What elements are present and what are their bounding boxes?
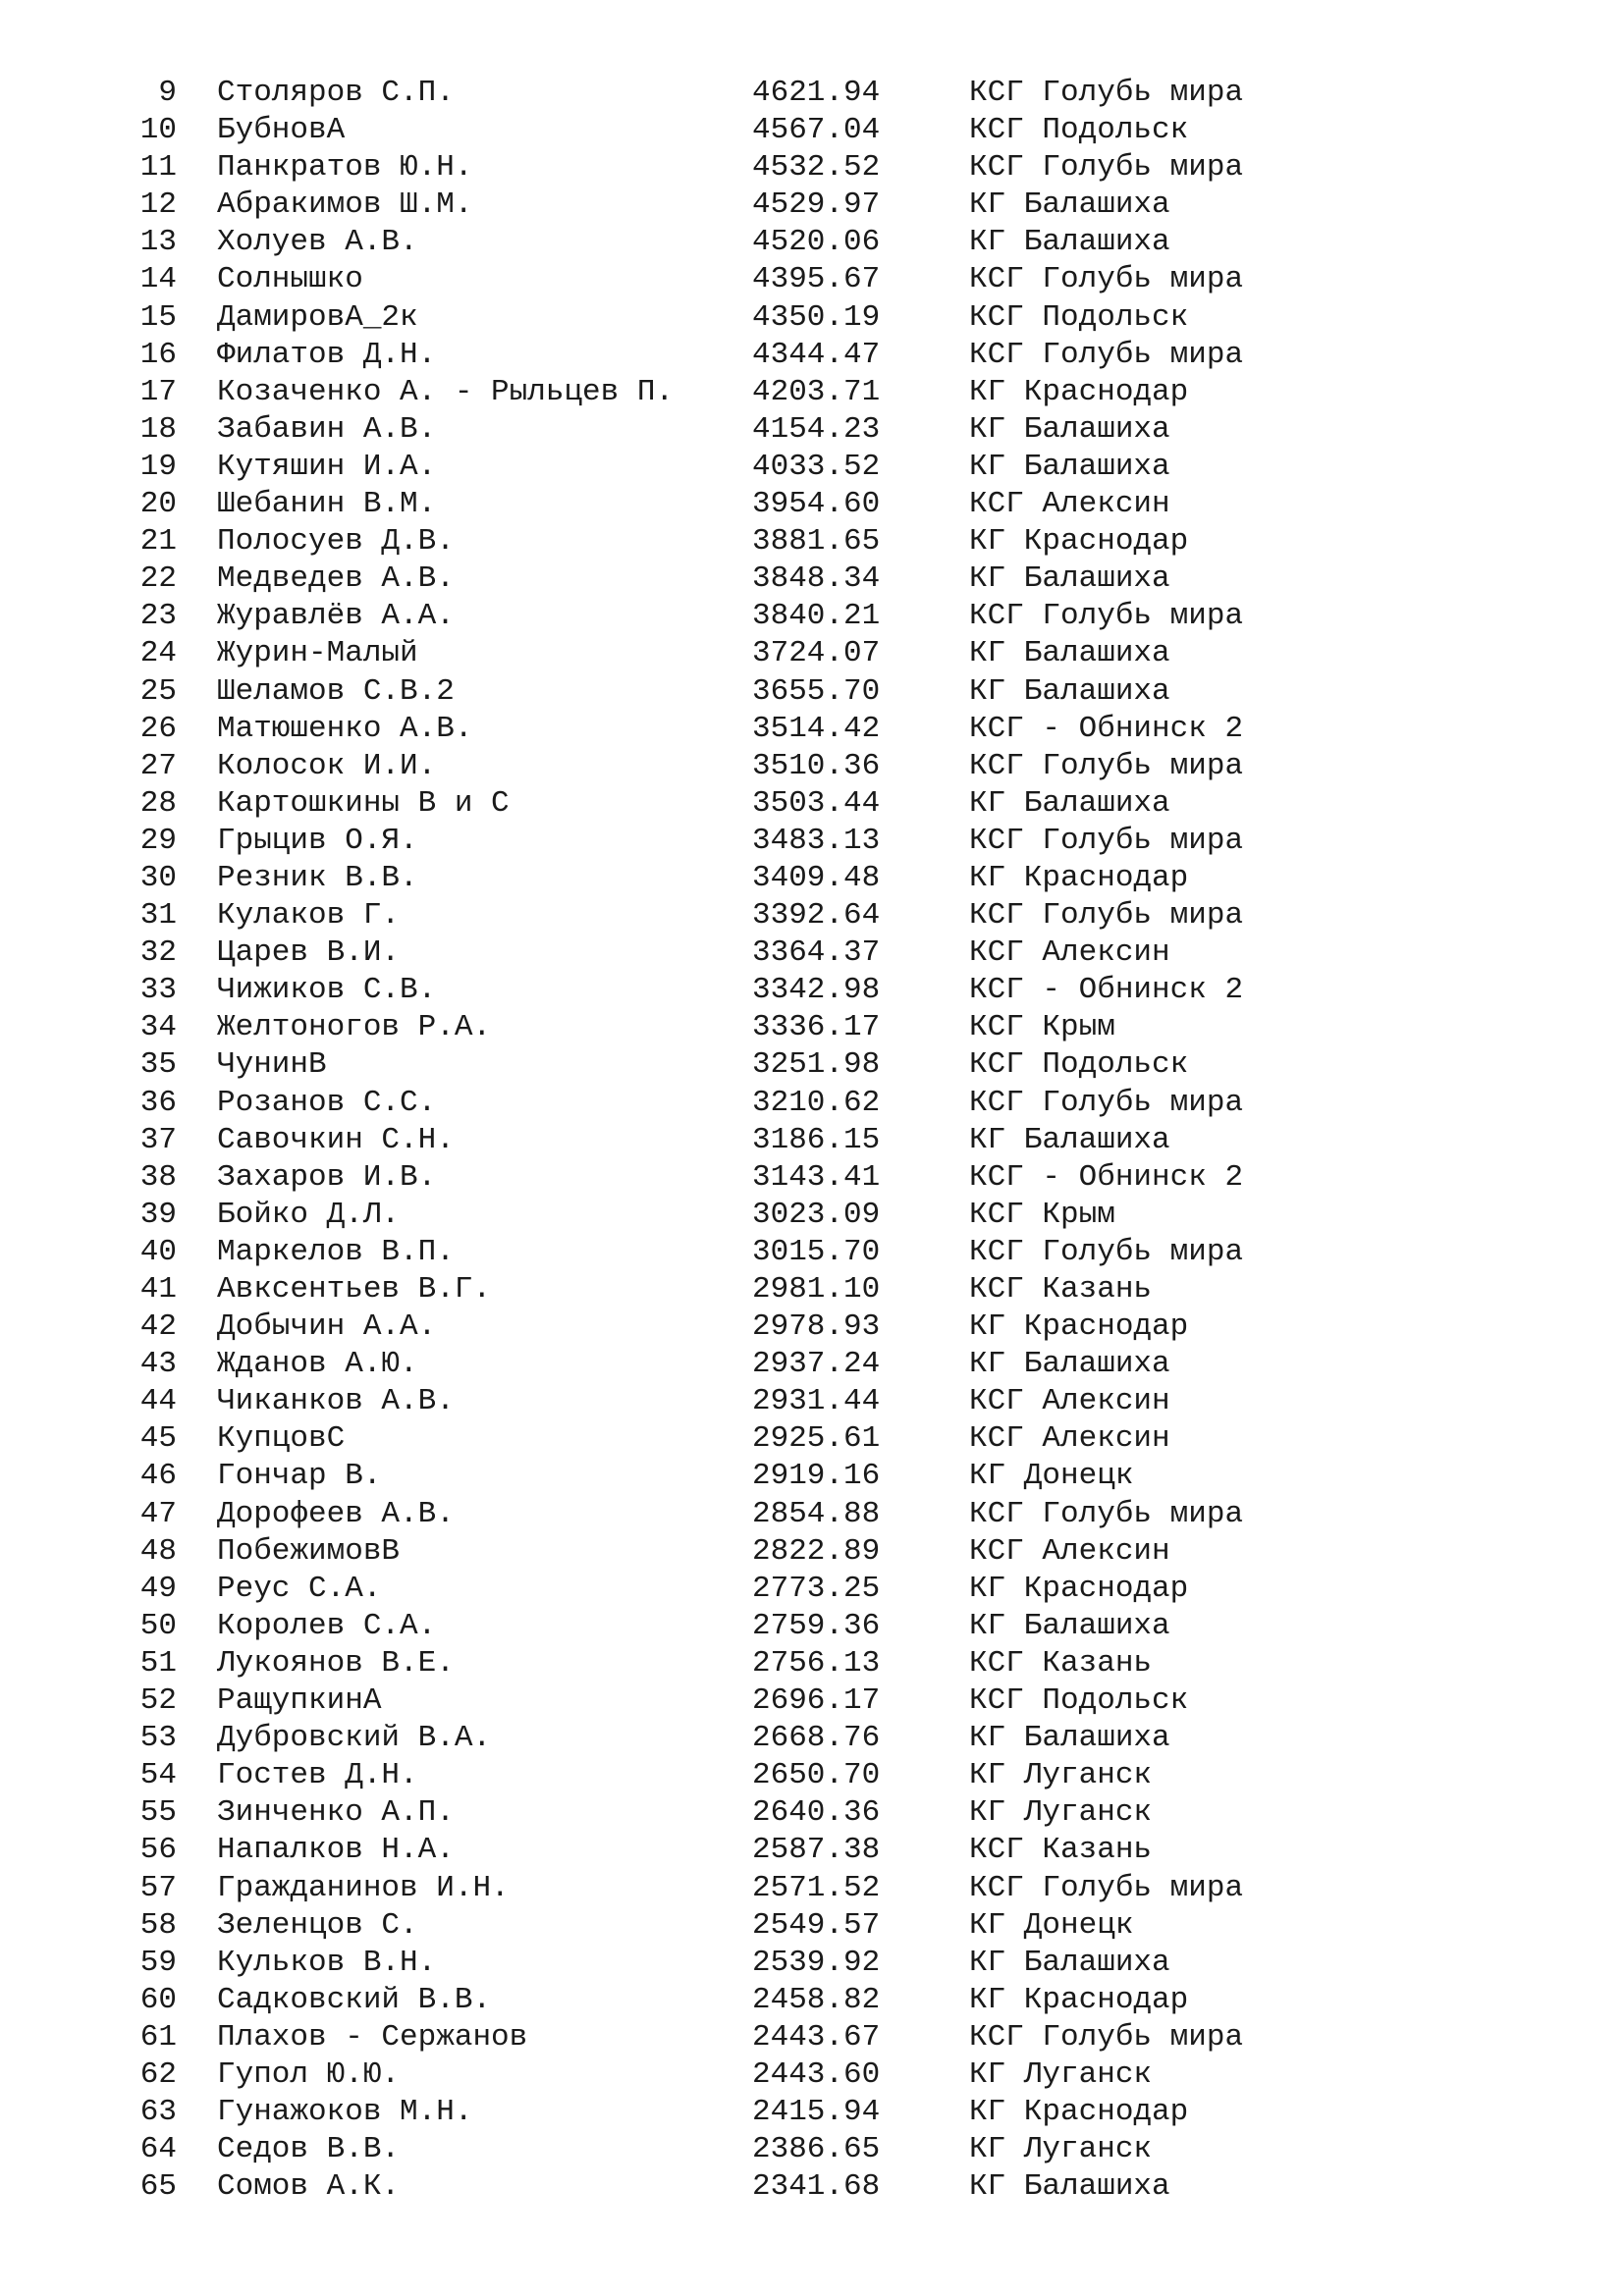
row-place: 47	[139, 1496, 177, 1531]
row-name: Гражданинов И.Н.	[217, 1870, 510, 1905]
row-name: Напалков Н.А.	[217, 1833, 455, 1868]
row-place: 48	[139, 1533, 177, 1569]
result-row	[0, 1420, 1624, 1458]
row-club: КГ Луганск	[969, 1795, 1153, 1831]
result-row	[0, 299, 1624, 337]
row-name: Чижиков С.В.	[217, 973, 437, 1008]
row-club: КГ Балашиха	[969, 785, 1170, 821]
row-club: КСГ Голубь мира	[969, 1234, 1244, 1269]
row-name: Зеленцов С.	[217, 1907, 418, 1943]
row-club: КСГ Крым	[969, 1197, 1115, 1232]
row-place: 55	[139, 1795, 177, 1831]
result-row	[0, 2056, 1624, 2094]
row-name: Гостев Д.Н.	[217, 1758, 418, 1793]
row-score: 2925.61	[752, 1421, 881, 1457]
row-club: КГ Балашиха	[969, 1122, 1170, 1157]
row-place: 45	[139, 1421, 177, 1457]
row-name: Гончар В.	[217, 1459, 382, 1494]
row-name: Чиканков А.В.	[217, 1384, 455, 1419]
row-name: Матюшенко А.В.	[217, 711, 473, 746]
row-score: 2668.76	[752, 1721, 881, 1756]
row-club: КГ Луганск	[969, 2056, 1153, 2092]
row-name: Дубровский В.А.	[217, 1721, 492, 1756]
row-name: Жданов А.Ю.	[217, 1347, 418, 1382]
row-place: 11	[139, 150, 177, 186]
row-club: КГ Донецк	[969, 1459, 1134, 1494]
row-name: Королев С.А.	[217, 1608, 437, 1643]
row-score: 3848.34	[752, 561, 881, 597]
row-place: 31	[139, 898, 177, 934]
row-score: 2822.89	[752, 1533, 881, 1569]
row-place: 20	[139, 487, 177, 522]
row-club: КСГ Подольск	[969, 113, 1189, 148]
row-score: 3514.42	[752, 711, 881, 746]
row-name: Добычин А.А.	[217, 1309, 437, 1345]
row-score: 3336.17	[752, 1010, 881, 1045]
result-row	[0, 224, 1624, 261]
result-row	[0, 1832, 1624, 1869]
row-club: КГ Балашиха	[969, 673, 1170, 709]
row-place: 38	[139, 1159, 177, 1195]
row-place: 56	[139, 1833, 177, 1868]
row-name: Кульков В.Н.	[217, 1945, 437, 1980]
row-score: 3840.21	[752, 599, 881, 634]
row-club: КГ Балашиха	[969, 1608, 1170, 1643]
row-name: Абракимов Ш.М.	[217, 187, 473, 223]
row-club: КСГ Алексин	[969, 487, 1170, 522]
row-name: Шебанин В.М.	[217, 487, 437, 522]
row-score: 4203.71	[752, 374, 881, 409]
result-row	[0, 1645, 1624, 1682]
row-club: КСГ Казань	[969, 1645, 1153, 1681]
result-row	[0, 1870, 1624, 1907]
row-club: КГ Краснодар	[969, 524, 1189, 560]
row-club: КСГ Голубь мира	[969, 748, 1244, 783]
row-score: 2539.92	[752, 1945, 881, 1980]
row-place: 17	[139, 374, 177, 409]
row-score: 4350.19	[752, 299, 881, 335]
row-score: 2854.88	[752, 1496, 881, 1531]
row-place: 41	[139, 1272, 177, 1307]
row-name: Колосок И.И.	[217, 748, 437, 783]
result-row	[0, 1794, 1624, 1832]
row-score: 3954.60	[752, 487, 881, 522]
result-row	[0, 2168, 1624, 2206]
row-club: КСГ - Обнинск 2	[969, 711, 1244, 746]
row-score: 4033.52	[752, 449, 881, 484]
row-score: 3210.62	[752, 1085, 881, 1120]
row-place: 16	[139, 337, 177, 372]
result-row	[0, 1571, 1624, 1608]
row-place: 59	[139, 1945, 177, 1980]
row-score: 3409.48	[752, 860, 881, 895]
row-place: 14	[139, 262, 177, 297]
result-row	[0, 2094, 1624, 2131]
result-row	[0, 1046, 1624, 1084]
row-score: 2549.57	[752, 1907, 881, 1943]
row-place: 34	[139, 1010, 177, 1045]
row-score: 3143.41	[752, 1159, 881, 1195]
row-score: 3251.98	[752, 1047, 881, 1083]
row-club: КСГ Подольск	[969, 1047, 1189, 1083]
row-club: КСГ Подольск	[969, 299, 1189, 335]
row-score: 2650.70	[752, 1758, 881, 1793]
result-row	[0, 1720, 1624, 1757]
row-name: Лукоянов В.Е.	[217, 1645, 455, 1681]
row-name: Желтоногов Р.А.	[217, 1010, 492, 1045]
row-name: Маркелов В.П.	[217, 1234, 455, 1269]
row-score: 2386.65	[752, 2132, 881, 2167]
row-place: 28	[139, 785, 177, 821]
row-score: 2587.38	[752, 1833, 881, 1868]
result-row	[0, 337, 1624, 374]
row-score: 4154.23	[752, 411, 881, 447]
result-row	[0, 75, 1624, 112]
result-row	[0, 785, 1624, 823]
row-place: 23	[139, 599, 177, 634]
row-score: 2919.16	[752, 1459, 881, 1494]
result-row	[0, 2019, 1624, 2056]
row-place: 39	[139, 1197, 177, 1232]
result-row	[0, 1159, 1624, 1197]
row-score: 2443.60	[752, 2056, 881, 2092]
row-club: КГ Балашиха	[969, 449, 1170, 484]
row-name: Седов В.В.	[217, 2132, 401, 2167]
row-score: 3483.13	[752, 823, 881, 858]
row-place: 51	[139, 1645, 177, 1681]
result-row	[0, 449, 1624, 486]
result-row	[0, 635, 1624, 672]
row-club: КСГ Голубь мира	[969, 823, 1244, 858]
row-club: КСГ Крым	[969, 1010, 1115, 1045]
row-name: ПобежимовВ	[217, 1533, 401, 1569]
row-club: КГ Краснодар	[969, 1309, 1189, 1345]
row-score: 3503.44	[752, 785, 881, 821]
row-score: 2640.36	[752, 1795, 881, 1831]
row-club: КСГ Голубь мира	[969, 262, 1244, 297]
row-club: КГ Балашиха	[969, 561, 1170, 597]
row-place: 26	[139, 711, 177, 746]
row-place: 61	[139, 2019, 177, 2055]
row-club: КСГ Алексин	[969, 1384, 1170, 1419]
row-place: 18	[139, 411, 177, 447]
row-score: 2756.13	[752, 1645, 881, 1681]
row-score: 2443.67	[752, 2019, 881, 2055]
row-club: КСГ Алексин	[969, 1421, 1170, 1457]
row-place: 30	[139, 860, 177, 895]
result-row	[0, 1085, 1624, 1122]
row-name: Сомов А.К.	[217, 2169, 401, 2205]
row-name: Столяров С.П.	[217, 76, 455, 110]
row-club: КГ Балашиха	[969, 1945, 1170, 1980]
row-place: 22	[139, 561, 177, 597]
row-club: КГ Балашиха	[969, 187, 1170, 223]
row-club: КГ Донецк	[969, 1907, 1134, 1943]
row-place: 50	[139, 1608, 177, 1643]
result-row	[0, 523, 1624, 561]
row-name: Шеламов С.В.2	[217, 673, 455, 709]
row-club: КСГ Алексин	[969, 935, 1170, 971]
row-score: 4395.67	[752, 262, 881, 297]
row-name: Бойко Д.Л.	[217, 1197, 401, 1232]
result-row	[0, 1346, 1624, 1383]
result-row	[0, 112, 1624, 149]
row-place: 54	[139, 1758, 177, 1793]
result-row	[0, 598, 1624, 635]
row-score: 2978.93	[752, 1309, 881, 1345]
row-name: Журин-Малый	[217, 636, 418, 671]
result-row	[0, 411, 1624, 449]
row-club: КСГ - Обнинск 2	[969, 1159, 1244, 1195]
row-name: Медведев А.В.	[217, 561, 455, 597]
result-row	[0, 934, 1624, 972]
row-name: ЧунинВ	[217, 1047, 327, 1083]
row-name: Авксентьев В.Г.	[217, 1272, 492, 1307]
row-place: 27	[139, 748, 177, 783]
row-place: 49	[139, 1571, 177, 1606]
row-club: КГ Балашиха	[969, 636, 1170, 671]
row-place: 12	[139, 187, 177, 223]
row-name: Зинченко А.П.	[217, 1795, 455, 1831]
result-row	[0, 1982, 1624, 2019]
row-place: 40	[139, 1234, 177, 1269]
row-name: Кутяшин И.А.	[217, 449, 437, 484]
row-score: 2773.25	[752, 1571, 881, 1606]
result-row	[0, 1907, 1624, 1945]
row-place: 46	[139, 1459, 177, 1494]
row-name: Захаров И.В.	[217, 1159, 437, 1195]
row-place: 43	[139, 1347, 177, 1382]
row-place: 37	[139, 1122, 177, 1157]
row-club: КГ Краснодар	[969, 1982, 1189, 2017]
row-score: 2571.52	[752, 1870, 881, 1905]
row-place: 33	[139, 973, 177, 1008]
result-row	[0, 1608, 1624, 1645]
row-score: 3015.70	[752, 1234, 881, 1269]
row-club: КГ Балашиха	[969, 411, 1170, 447]
row-score: 2981.10	[752, 1272, 881, 1307]
row-club: КСГ Голубь мира	[969, 1085, 1244, 1120]
row-place: 21	[139, 524, 177, 560]
result-row	[0, 1383, 1624, 1420]
row-place: 63	[139, 2095, 177, 2130]
result-row	[0, 261, 1624, 298]
row-name: Полосуев Д.В.	[217, 524, 455, 560]
row-name: Журавлёв А.А.	[217, 599, 455, 634]
row-name: Плахов - Сержанов	[217, 2019, 528, 2055]
row-club: КГ Луганск	[969, 1758, 1153, 1793]
row-place: 36	[139, 1085, 177, 1120]
result-row	[0, 1197, 1624, 1234]
result-row	[0, 972, 1624, 1009]
result-row	[0, 1496, 1624, 1533]
row-place: 58	[139, 1907, 177, 1943]
result-row	[0, 1234, 1624, 1271]
row-club: КСГ Голубь мира	[969, 337, 1244, 372]
row-club: КГ Луганск	[969, 2132, 1153, 2167]
result-row	[0, 1945, 1624, 1982]
result-row	[0, 860, 1624, 897]
row-place: 19	[139, 449, 177, 484]
row-score: 2759.36	[752, 1608, 881, 1643]
row-score: 3364.37	[752, 935, 881, 971]
row-name: Садковский В.В.	[217, 1982, 492, 2017]
row-place: 9	[158, 76, 177, 110]
row-score: 4532.52	[752, 150, 881, 186]
row-place: 25	[139, 673, 177, 709]
row-club: КСГ Казань	[969, 1272, 1153, 1307]
row-name: Панкратов Ю.Н.	[217, 150, 473, 186]
row-club: КГ Краснодар	[969, 2095, 1189, 2130]
result-row	[0, 673, 1624, 711]
row-club: КСГ Подольск	[969, 1683, 1189, 1719]
row-score: 3881.65	[752, 524, 881, 560]
row-place: 29	[139, 823, 177, 858]
row-name: Гунажоков М.Н.	[217, 2095, 473, 2130]
row-club: КГ Балашиха	[969, 1347, 1170, 1382]
row-score: 4621.94	[752, 76, 881, 110]
row-name: Забавин А.В.	[217, 411, 437, 447]
result-row	[0, 711, 1624, 748]
row-club: КСГ - Обнинск 2	[969, 973, 1244, 1008]
row-place: 60	[139, 1982, 177, 2017]
row-place: 35	[139, 1047, 177, 1083]
row-place: 44	[139, 1384, 177, 1419]
row-score: 2937.24	[752, 1347, 881, 1382]
row-place: 57	[139, 1870, 177, 1905]
row-score: 3510.36	[752, 748, 881, 783]
row-place: 62	[139, 2056, 177, 2092]
row-club: КГ Краснодар	[969, 860, 1189, 895]
row-place: 10	[139, 113, 177, 148]
row-place: 53	[139, 1721, 177, 1756]
row-club: КСГ Голубь мира	[969, 150, 1244, 186]
row-score: 3392.64	[752, 898, 881, 934]
row-club: КГ Балашиха	[969, 1721, 1170, 1756]
result-row	[0, 897, 1624, 934]
result-row	[0, 149, 1624, 187]
result-row	[0, 187, 1624, 224]
row-club: КГ Балашиха	[969, 2169, 1170, 2205]
row-club: КСГ Алексин	[969, 1533, 1170, 1569]
row-club: КГ Краснодар	[969, 374, 1189, 409]
result-row	[0, 2131, 1624, 2168]
row-place: 65	[139, 2169, 177, 2205]
result-row	[0, 1271, 1624, 1308]
row-score: 3023.09	[752, 1197, 881, 1232]
row-score: 2458.82	[752, 1982, 881, 2017]
row-club: КСГ Казань	[969, 1833, 1153, 1868]
row-club: КСГ Голубь мира	[969, 76, 1244, 110]
row-name: Кулаков Г.	[217, 898, 401, 934]
row-name: Солнышко	[217, 262, 363, 297]
row-club: КГ Балашиха	[969, 225, 1170, 260]
row-name: Филатов Д.Н.	[217, 337, 437, 372]
result-row	[0, 1122, 1624, 1159]
row-score: 4344.47	[752, 337, 881, 372]
row-score: 3655.70	[752, 673, 881, 709]
row-name: Грыцив О.Я.	[217, 823, 418, 858]
results-list	[0, 75, 1624, 2206]
result-row	[0, 486, 1624, 523]
row-club: КСГ Голубь мира	[969, 1870, 1244, 1905]
result-row	[0, 823, 1624, 860]
result-row	[0, 748, 1624, 785]
row-name: Розанов С.С.	[217, 1085, 437, 1120]
row-score: 3186.15	[752, 1122, 881, 1157]
row-score: 2696.17	[752, 1683, 881, 1719]
result-row	[0, 561, 1624, 598]
row-name: Холуев А.В.	[217, 225, 418, 260]
row-club: КГ Краснодар	[969, 1571, 1189, 1606]
result-row	[0, 374, 1624, 411]
row-score: 2341.68	[752, 2169, 881, 2205]
result-row	[0, 1533, 1624, 1571]
row-score: 4520.06	[752, 225, 881, 260]
row-name: Царев В.И.	[217, 935, 401, 971]
row-place: 24	[139, 636, 177, 671]
row-place: 15	[139, 299, 177, 335]
row-score: 2931.44	[752, 1384, 881, 1419]
row-name: РащупкинА	[217, 1683, 382, 1719]
row-club: КСГ Голубь мира	[969, 599, 1244, 634]
row-place: 64	[139, 2132, 177, 2167]
row-name: Савочкин С.Н.	[217, 1122, 455, 1157]
row-club: КСГ Голубь мира	[969, 1496, 1244, 1531]
row-score: 2415.94	[752, 2095, 881, 2130]
row-score: 4529.97	[752, 187, 881, 223]
row-name: Реус С.А.	[217, 1571, 382, 1606]
row-place: 42	[139, 1309, 177, 1345]
result-row	[0, 1757, 1624, 1794]
row-club: КСГ Голубь мира	[969, 898, 1244, 934]
result-row	[0, 1458, 1624, 1495]
row-place: 52	[139, 1683, 177, 1719]
row-name: КупцовС	[217, 1421, 346, 1457]
row-name: ДамировА_2к	[217, 299, 418, 335]
row-score: 3724.07	[752, 636, 881, 671]
row-club: КСГ Голубь мира	[969, 2019, 1244, 2055]
row-name: Гупол Ю.Ю.	[217, 2056, 401, 2092]
row-score: 3342.98	[752, 973, 881, 1008]
row-name: Резник В.В.	[217, 860, 418, 895]
result-row	[0, 1009, 1624, 1046]
row-name: Дорофеев А.В.	[217, 1496, 455, 1531]
row-place: 32	[139, 935, 177, 971]
row-place: 13	[139, 225, 177, 260]
result-row	[0, 1308, 1624, 1346]
row-name: БубновА	[217, 113, 346, 148]
result-row	[0, 1682, 1624, 1720]
row-name: Картошкины В и С	[217, 785, 510, 821]
row-score: 4567.04	[752, 113, 881, 148]
row-name: Козаченко А. - Рыльцев П.	[217, 374, 675, 409]
